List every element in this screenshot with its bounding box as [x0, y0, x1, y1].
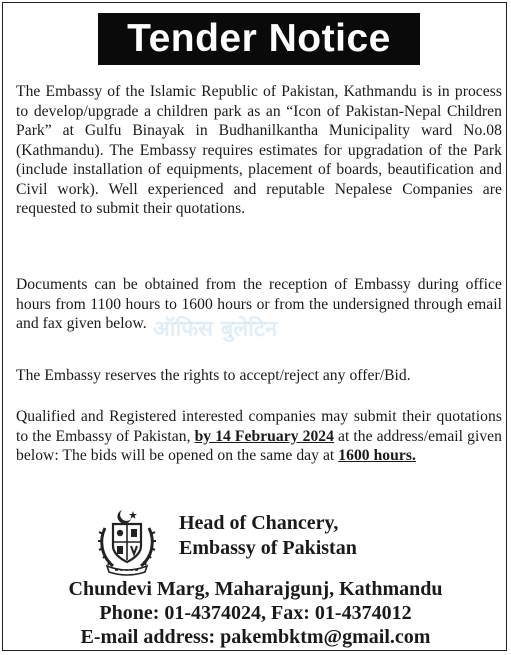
- signatory-organization: Embassy of Pakistan: [179, 537, 357, 559]
- paragraph-project-description: The Embassy of the Islamic Republic of Pakistan, Kathmandu is in process to develop/upgrade a children park as an “Icon of Pakistan-Nepal Children Park” at Gulfu Binayak in Budhanilkantha Municipality ward No.08 (Kathmandu). The Embassy requires estimates for upgradation of the Park (include installation of equipments, placement of boards, beautification and Civil work). Well experienced and reputable Nepalese Companies are requested to submit their quotations.: [16, 83, 502, 217]
- submission-text-a: Qualified and Registered interested companies may submit their quotations to the Embassy of Pakistan,: [16, 408, 502, 445]
- contact-block: [3, 577, 508, 649]
- opening-time: 1600 hours.: [338, 447, 416, 464]
- email-address: E-mail address: pakembktm@gmail.com: [80, 626, 431, 648]
- pakistan-state-emblem-icon: [95, 506, 159, 576]
- signatory: [179, 511, 357, 561]
- signatory-title: Head of Chancery,: [179, 512, 339, 534]
- watermark: ऑफिस बुलेटिन: [153, 317, 278, 342]
- tender-notice: [2, 2, 507, 651]
- phone-fax: Phone: 01-4374024, Fax: 01-4374012: [99, 602, 412, 624]
- postal-address: Chundevi Marg, Maharajgunj, Kathmandu: [68, 578, 443, 600]
- notice-title: Tender Notice: [98, 13, 420, 65]
- submission-text-b: at the address/email given below: The bids will be opened on the same day at: [16, 427, 502, 464]
- paragraph-rights: The Embassy reserves the rights to accept/reject any offer/Bid.: [16, 367, 411, 384]
- submission-deadline: by 14 February 2024: [194, 427, 334, 445]
- paragraph-documents: Documents can be obtained from the reception of Embassy during office hours from 1100 hours to 1600 hours or from the undersigned through email and fax given below.: [16, 276, 502, 332]
- paragraph-submission: [16, 407, 502, 466]
